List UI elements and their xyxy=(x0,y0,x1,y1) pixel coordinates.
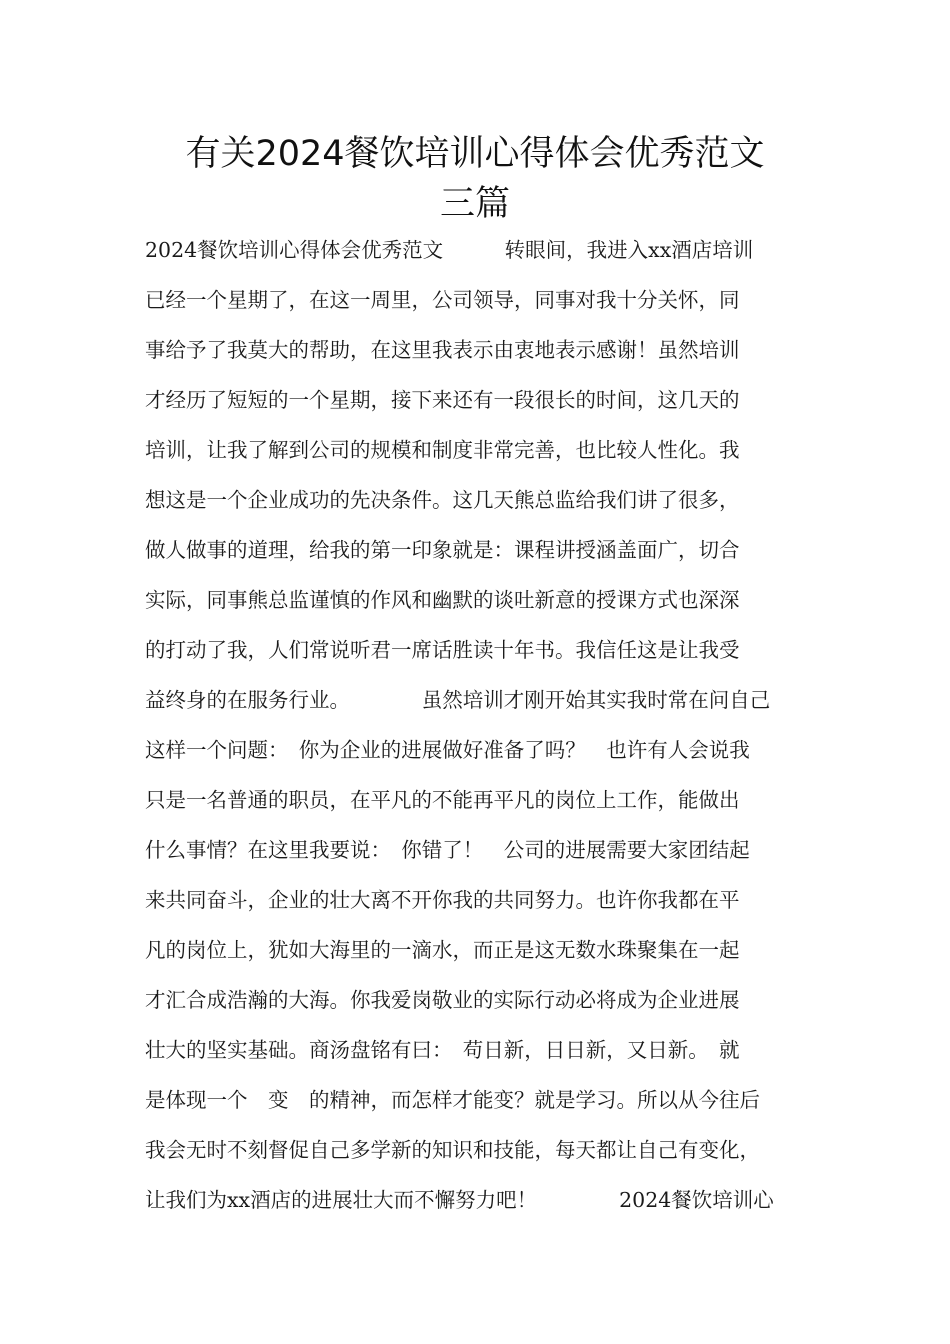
body-line-1: 2024餐饮培训心得体会优秀范文 转眼间，我进入xx酒店培训 xyxy=(145,238,754,262)
body-line-14: 来共同奋斗，企业的壮大离不开你我的共同努力。也许你我都在平 xyxy=(145,888,740,912)
body-line-2: 已经一个星期了，在这一周里，公司领导，同事对我十分关怀，同 xyxy=(145,288,740,312)
body-line-10: 益终身的在服务行业。 虽然培训才刚开始其实我时常在问自己 xyxy=(145,688,771,712)
body-line-19: 我会无时不刻督促自己多学新的知识和技能，每天都让自己有变化， xyxy=(145,1138,760,1162)
body-line-16: 才汇合成浩瀚的大海。你我爱岗敬业的实际行动必将成为企业进展 xyxy=(145,988,740,1012)
body-line-9: 的打动了我，人们常说听君一席话胜读十年书。我信任这是让我受 xyxy=(145,638,740,662)
body-line-4: 才经历了短短的一个星期，接下来还有一段很长的时间，这几天的 xyxy=(145,388,740,412)
body-line-11: 这样一个问题： 你为企业的进展做好准备了吗？ 也许有人会说我 xyxy=(145,738,750,762)
body-line-7: 做人做事的道理，给我的第一印象就是：课程讲授涵盖面广，切合 xyxy=(145,538,740,562)
document-title-line-2: 三篇 xyxy=(439,184,510,224)
body-line-6: 想这是一个企业成功的先决条件。这几天熊总监给我们讲了很多， xyxy=(145,488,740,512)
body-line-12: 只是一名普通的职员，在平凡的不能再平凡的岗位上工作，能做出 xyxy=(145,788,740,812)
body-line-3: 事给予了我莫大的帮助，在这里我表示由衷地表示感谢！虽然培训 xyxy=(145,338,740,362)
body-line-18: 是体现一个 变 的精神，而怎样才能变？就是学习。所以从今往后 xyxy=(145,1088,760,1112)
body-line-8: 实际，同事熊总监谨慎的作风和幽默的谈吐新意的授课方式也深深 xyxy=(145,588,740,612)
document-title-line-1: 有关2024餐饮培训心得体会优秀范文 xyxy=(185,134,765,174)
body-line-15: 凡的岗位上，犹如大海里的一滴水，而正是这无数水珠聚集在一起 xyxy=(145,938,740,962)
body-line-5: 培训，让我了解到公司的规模和制度非常完善，也比较人性化。我 xyxy=(145,438,740,462)
body-line-17: 壮大的坚实基础。商汤盘铭有曰： 苟日新，日日新，又日新。 就 xyxy=(145,1038,740,1062)
body-line-20: 让我们为xx酒店的进展壮大而不懈努力吧！ 2024餐饮培训心 xyxy=(145,1188,774,1212)
body-line-13: 什么事情？在这里我要说： 你错了！ 公司的进展需要大家团结起 xyxy=(145,838,750,862)
